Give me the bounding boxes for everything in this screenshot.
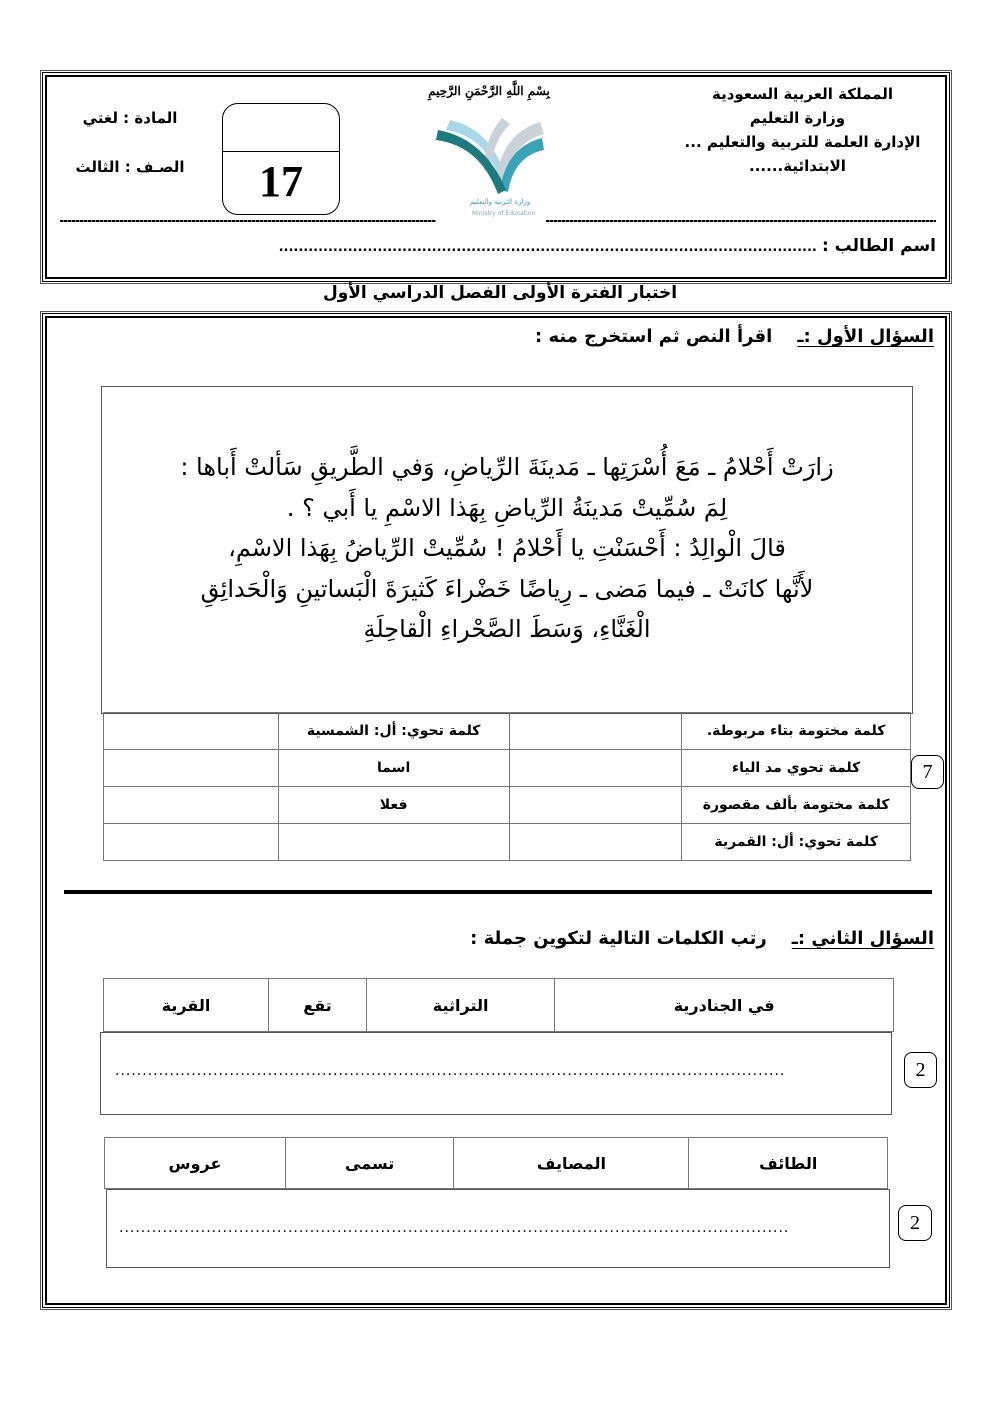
header-divider-left (60, 220, 436, 222)
directorate-label: الإدارة العلمة للتربية والتعليم ... (684, 133, 921, 151)
table-row (104, 750, 911, 787)
question2-label: السؤال الثاني :ـ (791, 928, 934, 949)
school-label: الابتدائية...... (749, 157, 846, 175)
passage-line: زارَتْ أَحْلامُ ـ مَعَ أُسْرَتِها ـ مَدينَةَ الرِّياضِ، وَفي الطَّريقِ سَألتْ أَباها : (180, 453, 834, 481)
ministry-logo (432, 110, 547, 225)
passage-line: قالَ الْوالِدُ : أَحْسَنْتِ يا أَحْلامُ ! سُمِّيتْ الرِّياضُ بِهَذا الاسْمِ، (228, 534, 786, 562)
extraction-table (103, 712, 911, 861)
answer-cell[interactable] (104, 713, 279, 750)
table-row (104, 713, 911, 750)
prompt-cell: كلمة تحوي: أل: الشمسية (278, 713, 509, 750)
prompt-cell: كلمة مختومة بألف مقصورة (682, 787, 911, 824)
word-cell: في الجنادرية (555, 979, 894, 1032)
table-row (104, 787, 911, 824)
student-name-label: اسم الطالب : (821, 236, 936, 256)
answer-cell[interactable] (509, 713, 682, 750)
answer-line-1[interactable]: ........................................................................................................................... (115, 1063, 786, 1079)
total-score-box (222, 103, 340, 215)
student-name-row (140, 234, 936, 264)
header-divider-right (546, 220, 936, 222)
prompt-cell: كلمة مختومة بتاء مربوطة. (682, 713, 911, 750)
table-row (104, 979, 894, 1032)
word-cell: تقع (269, 979, 367, 1032)
question2-set1-score-box: 2 (904, 1052, 937, 1088)
answer-cell[interactable] (104, 787, 279, 824)
question1-score-box: 7 (911, 755, 944, 789)
question1-title (535, 326, 934, 347)
section-divider (64, 890, 932, 894)
word-table-2 (104, 1137, 888, 1189)
word-cell: عروس (105, 1138, 286, 1189)
ministry-label: وزارة التعليم (749, 109, 846, 127)
table-row (105, 1138, 888, 1189)
word-cell: المصايف (454, 1138, 689, 1189)
answer-cell[interactable] (509, 824, 682, 861)
word-cell: تسمى (285, 1138, 453, 1189)
reading-passage (102, 447, 912, 650)
score-box-divider (223, 151, 339, 152)
word-cell: القرية (104, 979, 269, 1032)
prompt-cell: فعلا (278, 787, 509, 824)
passage-line: لِمَ سُمِّيتْ مَدينَةُ الرِّياضِ بِهَذا الاسْمِ يا أَبي ؟ . (286, 493, 728, 522)
exam-title: اختبار الفترة الأولى الفصل الدراسي الأول (322, 283, 678, 303)
answer-box-2[interactable] (106, 1189, 890, 1268)
prompt-cell: كلمة تحوي مد الياء (682, 750, 911, 787)
logo-caption-ar: وزارة التربية والتعليم (470, 198, 531, 206)
table-row (104, 824, 911, 861)
answer-cell[interactable] (104, 824, 279, 861)
subject-label: المادة : لغتي (82, 109, 178, 127)
word-table-1 (103, 978, 894, 1032)
passage-line: الْغَنَّاءِ، وَسَطَ الصَّحْراءِ الْقاحِلَةِ (363, 615, 651, 643)
logo-caption-en: Ministry of Education (472, 210, 536, 217)
ministry-logo-icon (432, 110, 547, 200)
question2-set2-score-box: 2 (898, 1205, 932, 1241)
total-score-value: 17 (259, 157, 303, 206)
question1-instruction: اقرأ النص ثم استخرج منه : (534, 326, 773, 347)
student-name-field[interactable]: ............................................................................................................. (278, 240, 817, 255)
basmala: بِسْمِ اللَّهِ الرَّحْمَنِ الرَّحِيمِ (428, 84, 550, 98)
prompt-cell: اسما (278, 750, 509, 787)
word-cell: التراثية (366, 979, 554, 1032)
question1-label: السؤال الأول :ـ (797, 326, 934, 347)
grade-label: الصـف : الثالث (75, 158, 185, 176)
word-cell: الطائف (689, 1138, 888, 1189)
question2-title (470, 928, 934, 949)
kingdom-label: المملكة العربية السعودية (711, 85, 894, 103)
answer-cell[interactable] (104, 750, 279, 787)
header-org-block (684, 82, 935, 178)
question2-instruction: رتب الكلمات التالية لتكوين جملة : (470, 928, 767, 949)
passage-line: لأَنَّها كانَتْ ـ فيما مَضى ـ رِياضًا خَضْراءَ كَثيرَةَ الْبَساتينِ وَالْحَدائِقِ (200, 574, 814, 603)
answer-box-1[interactable] (100, 1032, 892, 1115)
answer-cell[interactable] (509, 750, 682, 787)
prompt-cell (278, 824, 509, 861)
prompt-cell: كلمة تحوي: أل: القمرية (682, 824, 911, 861)
answer-line-2[interactable]: ........................................................................................................................... (119, 1220, 790, 1236)
answer-cell[interactable] (509, 787, 682, 824)
reading-passage-box (101, 386, 913, 714)
